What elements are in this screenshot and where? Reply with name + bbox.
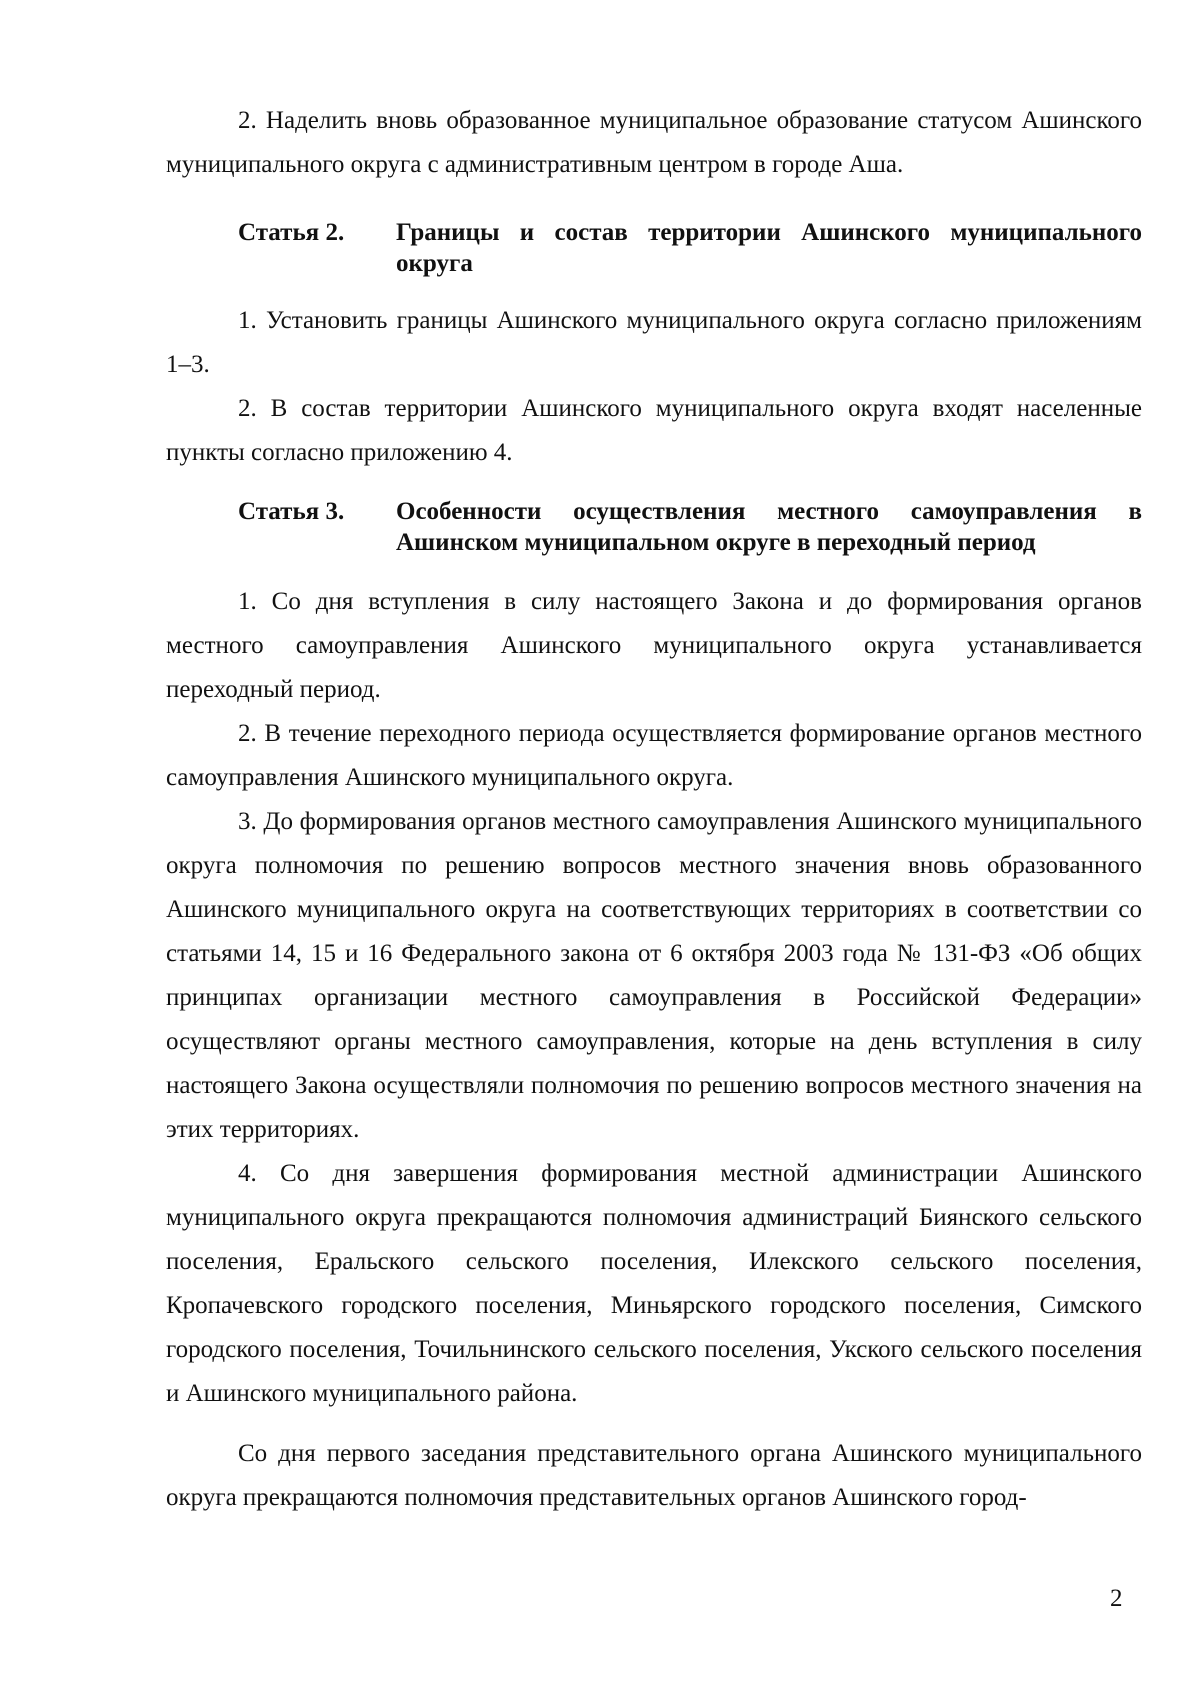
article-3-body xyxy=(166,580,1142,1416)
article-3-paragraph-1: 1. Со дня вступления в силу настоящего Закона и до формирования органов местного самоуправления Ашинского муниципального округа устанавливается переходный период. xyxy=(166,588,1142,703)
article-2-paragraph-1: 1. Установить границы Ашинского муниципального округа согласно приложениям 1–3. xyxy=(166,307,1142,378)
article-3-continuation xyxy=(166,1432,1142,1520)
paragraph-status: 2. Наделить вновь образованное муниципальное образование статусом Ашинского муниципального округа с административным центром в городе Аша. xyxy=(166,107,1142,178)
article-2-paragraph-2: 2. В состав территории Ашинского муниципального округа входят населенные пункты согласно приложению 4. xyxy=(166,395,1142,466)
article-3-title: Особенности осуществления местного самоуправления в Ашинском муниципальном округе в переходный период xyxy=(396,498,1142,556)
page-number: 2 xyxy=(1110,1585,1123,1612)
intro-block xyxy=(166,99,1142,187)
article-3-paragraph-2: 2. В течение переходного периода осуществляется формирование органов местного самоуправления Ашинского муниципального округа. xyxy=(166,720,1142,791)
article-3-paragraph-5: Со дня первого заседания представительного органа Ашинского муниципального округа прекращаются полномочия представительных органов Ашинского город- xyxy=(166,1440,1142,1511)
article-2-heading xyxy=(238,217,1142,279)
article-3-heading xyxy=(238,496,1142,558)
article-3-number: Статья 3. xyxy=(238,498,345,525)
article-2-title: Границы и состав территории Ашинского муниципального округа xyxy=(396,219,1142,277)
article-3-paragraph-3: 3. До формирования органов местного самоуправления Ашинского муниципального округа полномочия по решению вопросов местного значения вновь образованного Ашинского муниципального округа на соответствующих территориях в соответствии со статьями 14, 15 и 16 Федерального закона от 6 октября 2003 года № 131-ФЗ «Об общих принципах организации местного самоуправления в Российской Федерации» осуществляют органы местного самоуправления, которые на день вступления в силу настоящего Закона осуществляли полномочия по решению вопросов местного значения на этих территориях. xyxy=(166,808,1142,1143)
article-2-body xyxy=(166,299,1142,475)
article-3-paragraph-4: 4. Со дня завершения формирования местной администрации Ашинского муниципального округа прекращаются полномочия администраций Биянского сельского поселения, Еральского сельского поселения, Илекского сельского поселения, Кропачевского городского поселения, Миньярского городского поселения, Симского городского поселения, Точильнинского сельского поселения, Укского сельского поселения и Ашинского муниципального района. xyxy=(166,1160,1142,1407)
article-2-number: Статья 2. xyxy=(238,219,345,246)
